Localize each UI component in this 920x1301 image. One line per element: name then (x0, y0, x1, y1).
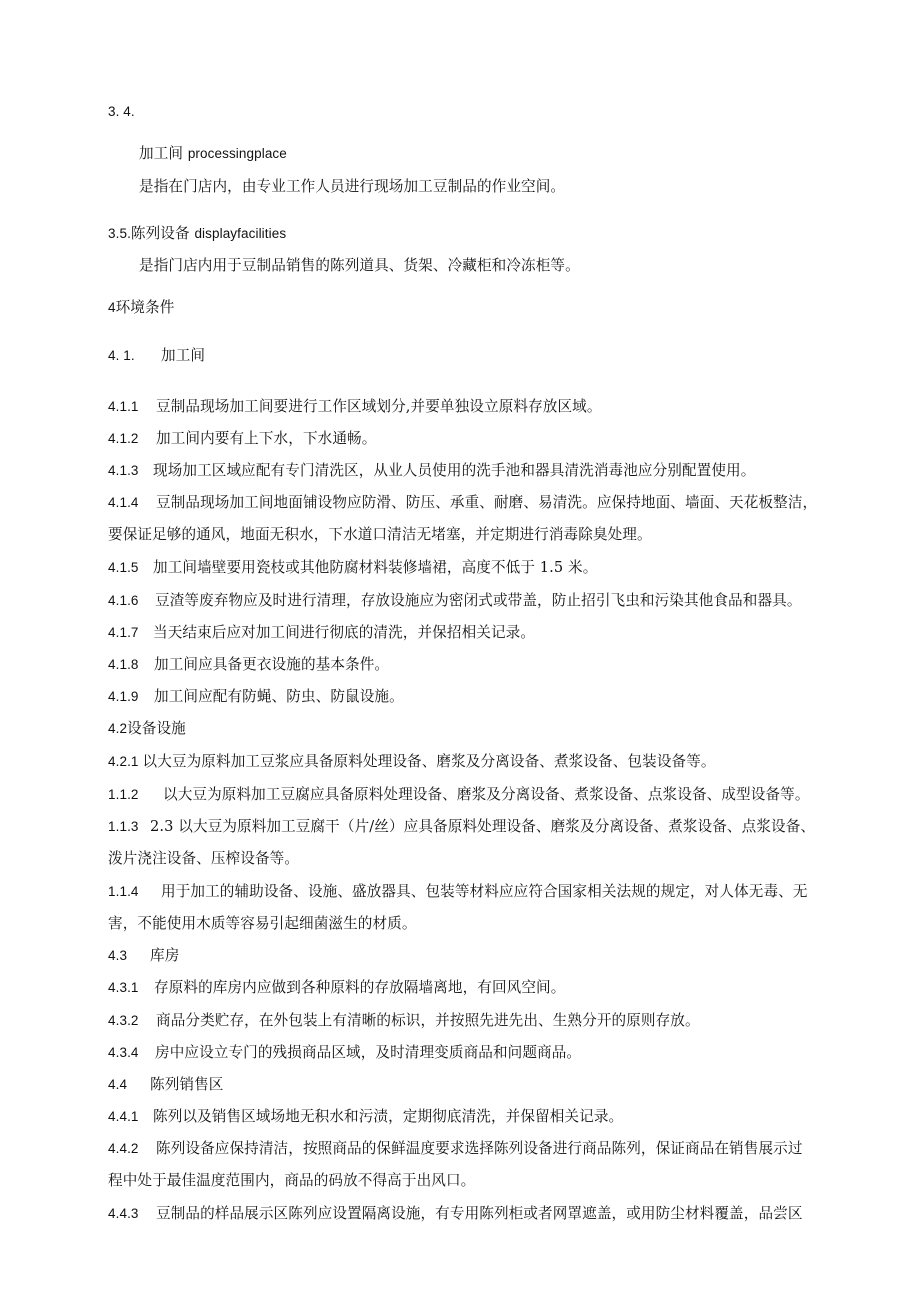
line-text: 豆渣等废弃物应及时进行清理，存放设施应为密闭式或带盖，防止招引飞虫和污染其他食品和器具。 (155, 592, 802, 609)
line-text: 加工间墙壁要用瓷枝或其他防腐材料装修墙裙，高度不低于 1.5 米。 (153, 559, 598, 576)
line-number: 4.3 (108, 948, 128, 963)
line-number: 1.1.3 (108, 819, 139, 834)
subsection-heading (108, 720, 186, 738)
line-text: 环境条件 (115, 299, 175, 316)
term-label: 陈列设备 (130, 225, 195, 242)
definition-text (139, 257, 580, 275)
line-text: 陈列设备应保持清洁，按照商品的保鲜温度要求选择陈列设备进行商品陈列，保证商品在销售展示过 (156, 1140, 803, 1157)
heading-3-4 (108, 103, 135, 121)
clause-line (108, 786, 810, 804)
clause-line (108, 592, 802, 610)
line-number: 4.1.9 (108, 689, 139, 704)
line-text: 设备设施 (127, 720, 186, 737)
clause-line (108, 818, 815, 836)
line-number: 4.3.1 (108, 980, 139, 995)
line-number: 1.1.2 (108, 787, 139, 802)
clause-line (108, 883, 808, 901)
term-english: processingplace (187, 146, 287, 161)
section-heading (108, 299, 174, 317)
clause-line (108, 1012, 700, 1030)
clause-line (108, 1044, 581, 1062)
clause-line (108, 753, 716, 771)
line-text: 豆制品现场加工间地面铺设物应防滑、防压、承重、耐磨、易清洗。应保持地面、墙面、天花板整洁， (156, 494, 818, 511)
line-text: 害，不能使用木质等容易引起细菌滋生的材质。 (108, 915, 417, 932)
line-text: 豆制品的样品展示区陈列应设置隔离设施，有专用陈列柜或者网罩遮盖，或用防尘材料覆盖，品尝区 (156, 1205, 803, 1222)
line-text: 豆制品现场加工间要进行工作区域划分,并要单独设立原料存放区域。 (156, 398, 602, 415)
line-text: 现场加工区域应配有专门清洗区，从业人员使用的洗手池和器具清洗消毒池应分别配置使用。 (153, 462, 756, 479)
line-text: 是指在门店内，由专业工作人员进行现场加工豆制品的作业空间。 (139, 178, 566, 195)
clause-line (108, 624, 535, 642)
clause-line (108, 462, 755, 480)
clause-continuation (108, 915, 417, 933)
clause-continuation (108, 1172, 475, 1190)
clause-line (108, 430, 376, 448)
line-number: 1.1.4 (108, 884, 139, 899)
line-text: 当天结束后应对加工间进行彻底的清洗，并保招相关记录。 (153, 624, 536, 641)
line-number: 4.2.1 (108, 754, 139, 769)
line-text: 房中应设立专门的残损商品区域，及时清理变质商品和问题商品。 (155, 1044, 582, 1061)
line-number: 4.1.6 (108, 593, 139, 608)
clause-line (108, 1108, 623, 1126)
line-number: 4.1.8 (108, 657, 139, 672)
line-text: 加工间内要有上下水，下水通畅。 (156, 430, 377, 447)
term-processing-place (139, 145, 287, 163)
line-text: 商品分类贮存，在外包装上有清晰的标识，并按照先进先出、生熟分开的原则存放。 (156, 1012, 700, 1029)
line-number: 4.1.7 (108, 625, 139, 640)
line-number: 3.5. (108, 226, 131, 241)
term-english: displayfacilities (194, 226, 287, 241)
line-number: 4.3.4 (108, 1045, 139, 1060)
line-text: 加工间应配有防蝇、防虫、防鼠设施。 (154, 688, 404, 705)
line-text: 2.3 以大豆为原料加工豆腐干（片/丝）应具备原料处理设备、磨浆及分离设备、煮浆设备、点浆设备、 (150, 818, 816, 835)
line-number: 4.1.5 (108, 560, 139, 575)
line-text: 以大豆为原料加工豆浆应具备原料处理设备、磨浆及分离设备、煮浆设备、包装设备等。 (142, 753, 716, 770)
line-text: 用于加工的辅助设备、设施、盛放器具、包装等材料应应符合国家相关法规的规定，对人体无毒、无 (161, 883, 808, 900)
line-number: 4. 1. (108, 348, 135, 363)
line-text: 库房 (150, 947, 180, 964)
clause-line (108, 494, 817, 512)
line-number: 4.4.1 (108, 1109, 139, 1124)
term-display-facilities (108, 225, 286, 243)
line-text: 以大豆为原料加工豆腐应具备原料处理设备、磨浆及分离设备、煮浆设备、点浆设备、成型设备等。 (163, 786, 810, 803)
subsection-heading (108, 947, 179, 965)
clause-line (108, 656, 389, 674)
clause-line (108, 559, 597, 577)
line-text: 加工间应具备更衣设施的基本条件。 (154, 656, 390, 673)
subsection-heading (108, 1076, 223, 1094)
line-number: 4 (108, 300, 116, 315)
clause-continuation (108, 850, 299, 868)
line-number: 4.4.2 (108, 1141, 139, 1156)
definition-text (139, 178, 565, 196)
line-text: 存原料的库房内应做到各种原料的存放隔墙离地，有回风空间。 (154, 979, 566, 996)
clause-line (108, 979, 565, 997)
clause-line (108, 1205, 803, 1223)
line-text: 陈列以及销售区域场地无积水和污渍，定期彻底清洗，并保留相关记录。 (153, 1108, 624, 1125)
line-number: 4.1.4 (108, 495, 139, 510)
line-number: 4.1.3 (108, 463, 139, 478)
term-label: 加工间 (139, 145, 188, 162)
line-number: 4.1.2 (108, 431, 139, 446)
line-text: 泼片浇注设备、压榨设备等。 (108, 850, 300, 867)
clause-line (108, 1140, 803, 1158)
clause-line (108, 688, 404, 706)
line-text: 要保证足够的通风，地面无积水，下水道口清洁无堵塞，并定期进行消毒除臭处理。 (108, 526, 652, 543)
line-number: 3. 4. (108, 104, 135, 119)
line-number: 4.3.2 (108, 1013, 139, 1028)
line-number: 4.2 (108, 721, 128, 736)
clause-line (108, 398, 602, 416)
line-number: 4.4 (108, 1077, 128, 1092)
clause-continuation (108, 526, 652, 544)
subsection-heading (108, 347, 205, 365)
line-number: 4.4.3 (108, 1206, 139, 1221)
line-text: 加工间 (161, 347, 206, 364)
line-text: 程中处于最佳温度范围内，商品的码放不得高于出风口。 (108, 1172, 476, 1189)
line-number: 4.1.1 (108, 399, 139, 414)
line-text: 是指门店内用于豆制品销售的陈列道具、货架、冷藏柜和冷冻柜等。 (139, 257, 580, 274)
line-text: 陈列销售区 (150, 1076, 224, 1093)
